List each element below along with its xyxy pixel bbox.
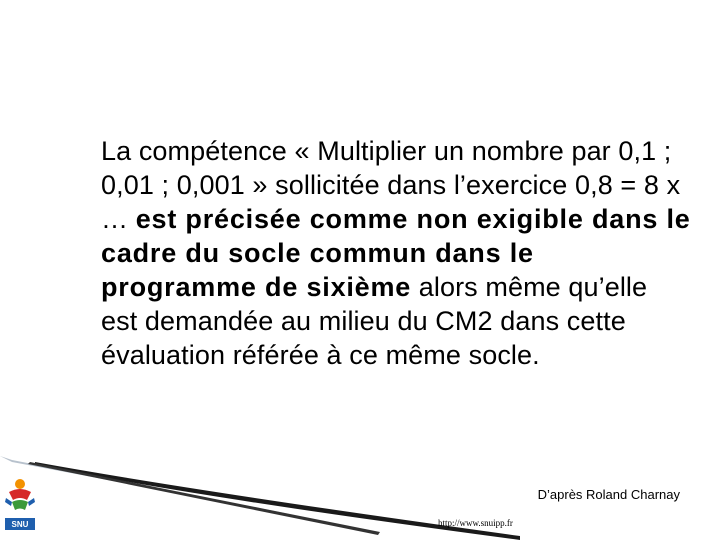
snuipp-logo: [3, 476, 37, 534]
body-text-part-3: alors même qu’elle est demandée au milieu du CM2 dans cette évaluation référée à ce même socle.: [101, 272, 648, 370]
logo-text: SNU: [11, 520, 29, 529]
body-text-bold: est précisée comme non exigible dans le cadre du socle commun dans le programme de sixième: [101, 204, 691, 302]
body-text-part-1: La compétence « Multiplier un nombre par 0,1 ; 0,01 ; 0,001 » sollicitée dans l’exercice 0,8 = 8 x …: [101, 136, 681, 234]
attribution-text: D’après Roland Charnay: [537, 487, 680, 502]
slide-body-text: [101, 134, 691, 372]
footer-url[interactable]: http://www.snuipp.fr: [438, 518, 513, 528]
